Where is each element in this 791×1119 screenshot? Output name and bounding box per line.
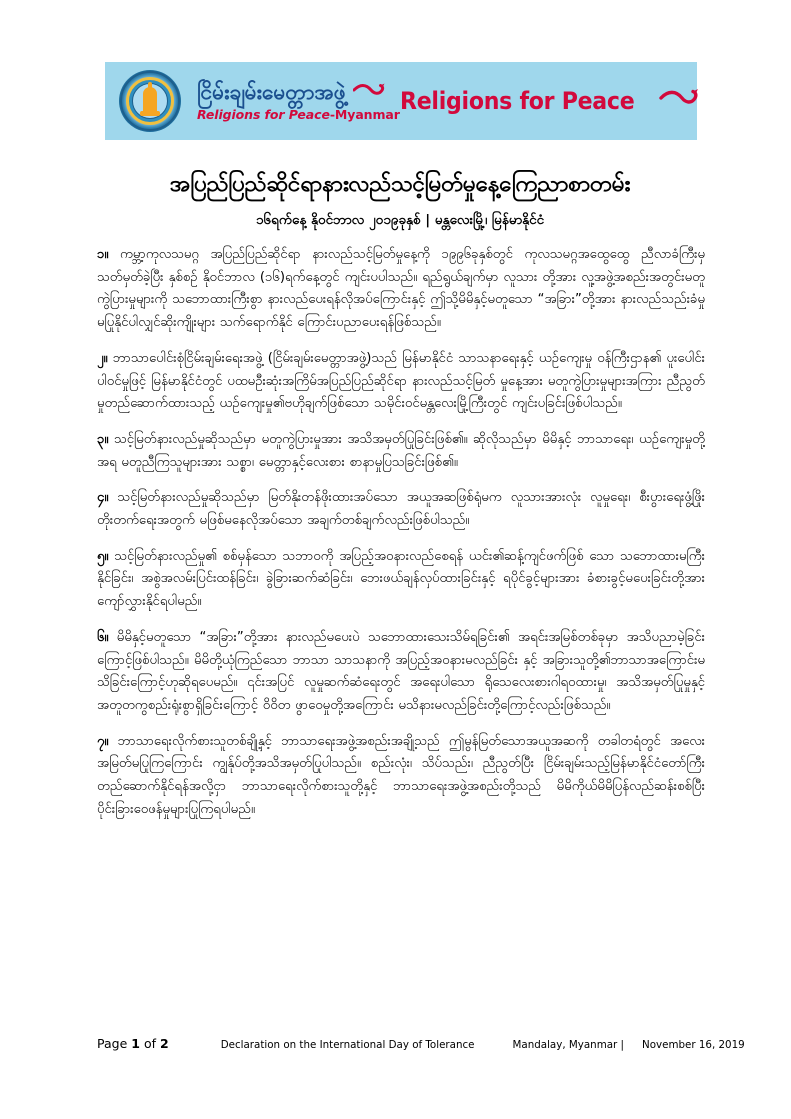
seal-bell-icon [143, 87, 157, 113]
paragraph-3 [97, 429, 705, 474]
footer-location: Mandalay, Myanmar | [512, 1039, 625, 1051]
paragraph-4 [97, 487, 705, 532]
myanmar-logo-sub-plain: -Myanmar [329, 106, 400, 122]
paragraph-4-text: သင့်မြတ်နားလည်မှုဆိုသည်မှာ မြတ်နိုးတန်ဖိုးထားအပ်သော အယူအဆဖြစ်ရုံမက လူသားအားလုံး လူမှုရေး၊ စီးပွားရေးဖွံ့ဖြိုးတိုးတက်ရေးအတွက် မဖြစ်မနေလိုအပ်သော အချက်တစ်ချက်လည်းဖြစ်ပါသည်။ [97, 490, 705, 529]
paragraph-2 [97, 348, 705, 416]
paragraph-6-text: မိမိနှင့်မတူသော “အခြား”တို့အား နားလည်မပေးပဲ သဘောထားသေးသိမ်ရခြင်း၏ အရင်းအမြစ်တစ်ခုမှာ အသိပညာမဲ့ခြင်းကြောင့်ဖြစ်ပါသည်။ မိမိတို့ယုံကြည်သော ဘာသာ သာသနာကို အပြည့်အဝနားမလည်ခြင်း နှင့် အခြားသူတို့၏ဘာသာအကြောင်းမသိခြင်းကြောင့်ဟုဆိုရပေမည်။ ၎င်းအပြင် လူမှုဆက်ဆံရေးတွင် အရေးပါသော ရိုသေလေးစားဂါရဝထားမှု၊ အသိအမှတ်ပြုမှုနှင့် အတူတကွစည်းရုံးစွာရှိခြင်းကြောင့် ဝိဝိတ ဖွာဝေမှုတို့အကြောင်း မသိနားမလည်ခြင်းတို့ကြောင့်လည်းဖြစ်သည်။ [97, 629, 705, 713]
footer-document-title: Declaration on the International Day of Tolerance [220, 1039, 475, 1051]
paragraph-5 [97, 546, 705, 614]
footer-page-of: of [143, 1036, 156, 1051]
footer-page-number: 1 [131, 1036, 140, 1051]
paragraph-7-number: ၇။ [97, 733, 109, 749]
myanmar-logo-sub-italic: Religions for Peace [197, 106, 330, 122]
paragraph-6-number: ၆။ [97, 629, 109, 645]
religions-for-peace-logo [400, 87, 711, 115]
paragraph-4-number: ၄။ [97, 490, 109, 506]
document-body [97, 244, 705, 834]
dove-icon-large [659, 87, 711, 115]
paragraph-5-number: ၅။ [97, 548, 109, 564]
page-title: အပြည်ပြည်ဆိုင်ရာနားလည်သင့်မြတ်မှုနေ့ကြေညာစာတမ်း [169, 171, 631, 197]
myanmar-chapter-logo [197, 81, 400, 122]
organization-name: Religions for Peace [399, 87, 635, 115]
paragraph-1 [97, 244, 705, 335]
footer-page-indicator [97, 1036, 169, 1051]
footer-date: November 16, 2019 [642, 1039, 745, 1051]
paragraph-3-number: ၃။ [97, 431, 109, 447]
dove-icon-small [353, 81, 395, 104]
paragraph-7-text: ဘာသာရေးလိုက်စားသူတစ်ချို့နှင့် ဘာသာရေးအဖွဲ့အစည်းအချို့သည် ဤမွန်မြတ်သောအယူအဆကို တခါတရံတွင် အလေးအမြတ်မပြုကြကြောင်း ကျွန်ုပ်တို့အသိအမှတ်ပြုပါသည်။ စည်းလုံး၊ သိပ်သည်း၊ ညီညွတ်ပြီး ငြိမ်းချမ်းသည့်မြန်မာနိုင်ငံတော်ကြီး တည်ဆောက်နိုင်ရန်အလို့ငှာ ဘာသာရေးလိုက်စားသူတို့နှင့် ဘာသာရေးအဖွဲ့အစည်းတို့သည် မိမိကိုယ်မိမိပြန်လည်ဆန်းစစ်ပြီး ပိုင်းခြားဝေဖန်မှုများပြုကြရပါမည်။ [97, 733, 705, 817]
paragraph-2-number: ၂။ [97, 350, 108, 366]
myanmar-logo-script: ငြိမ်းချမ်းမေတ္တာအဖွဲ့ [197, 79, 346, 104]
myanmar-logo-subtitle [197, 106, 400, 122]
page-subtitle: ၁၆ရက်နေ့ နိုဝင်ဘာလ ၂၀၁၉ခုနှစ် | မန္တလေးမြို့၊ မြန်မာနိုင်ငံ [255, 212, 545, 228]
footer-page-total: 2 [159, 1036, 169, 1051]
footer-page-prefix: Page [97, 1036, 128, 1051]
paragraph-3-text: သင့်မြတ်နားလည်မှုဆိုသည်မှာ မတူကွဲပြားမှုအား အသိအမှတ်ပြုခြင်းဖြစ်၏။ ဆိုလိုသည်မှာ မိမိနှင့် ဘာသာရေး၊ ယဉ်ကျေးမှုတို့အရ မတူညီကြသူများအား သစ္စာ၊ မေတ္တာနှင့်လေးစား စာနာမှုပြသခြင်းဖြစ်၏။ [97, 431, 705, 470]
paragraph-1-text: ကမ္ဘာ့ကုလသမဂ္ဂ အပြည်ပြည်ဆိုင်ရာ နားလည်သင့်မြတ်မှုနေ့ကို ၁၉၉၆ခုနှစ်တွင် ကုလသမဂ္ဂအထွေထွေ ညီလာခံကြီးမှ သတ်မှတ်ခဲ့ပြီး နှစ်စဉ် နိုဝင်ဘာလ (၁၆)ရက်နေ့တွင် ကျင်းပပါသည်။ ရည်ရွယ်ချက်မှာ လူသား တို့အား လူ့အဖွဲ့အစည်းအတွင်းမတူကွဲပြားမှုများကို သဘောထားကြီးစွာ နားလည်ပေးရန်လိုအပ်ကြောင်းနှင့် ဤသို့မိမိနှင့်မတူသော “အခြား”တို့အား နားလည်သည်းခံမှုမပြုနိုင်ပါလျှင်ဆိုးကျိုးများ သက်ရောက်နိုင် ကြောင်းပညာပေးရန်ဖြစ်သည်။ [97, 247, 705, 331]
header-banner [105, 62, 697, 140]
paragraph-6 [97, 627, 705, 718]
page-footer [97, 1036, 745, 1051]
organization-seal-icon [119, 70, 181, 132]
paragraph-2-text: ဘာသာပေါင်းစုံငြိမ်းချမ်းရေးအဖွဲ့ (ငြိမ်းချမ်းမေတ္တာအဖွဲ့)သည် မြန်မာနိုင်ငံ သာသနာရေးနှင့် ယဉ်ကျေးမှု ဝန်ကြီးဌာန၏ ပူးပေါင်းပါဝင်မှုဖြင့် မြန်မာနိုင်ငံတွင် ပထမဦးဆုံးအကြိမ်အပြည်ပြည်ဆိုင်ရာ နားလည်သင့်မြတ် မှုနေ့အား မတူကွဲပြားမှုများအကြား ညီညွတ်မှုတည်ဆောက်ထားသည့် ယဉ်ကျေးမှု၏ဗဟိုချက်ဖြစ်သော သမိုင်းဝင်မန္တလေးမြို့ကြီးတွင် ကျင်းပခြင်းဖြစ်ပါသည်။ [97, 350, 705, 412]
paragraph-1-number: ၁။ [97, 247, 109, 262]
paragraph-7 [97, 731, 705, 822]
paragraph-5-text: သင့်မြတ်နားလည်မှု၏ စစ်မှန်သော သဘာဝကို အပြည့်အဝနားလည်စေရန် ယင်း၏ဆန့်ကျင်ဖက်ဖြစ် သော သဘောထားမကြီးနိုင်ခြင်း၊ အစွဲအလမ်းပြင်းထန်ခြင်း၊ ခွဲခြားဆက်ဆံခြင်း၊ ဘေးဖယ်ချန်လှပ်ထားခြင်းနှင့် ရပိုင်ခွင့်များအား ခံစားခွင့်မပေးခြင်းတို့အား ကျော်လွှားနိုင်ရပါမည်။ [97, 548, 705, 610]
